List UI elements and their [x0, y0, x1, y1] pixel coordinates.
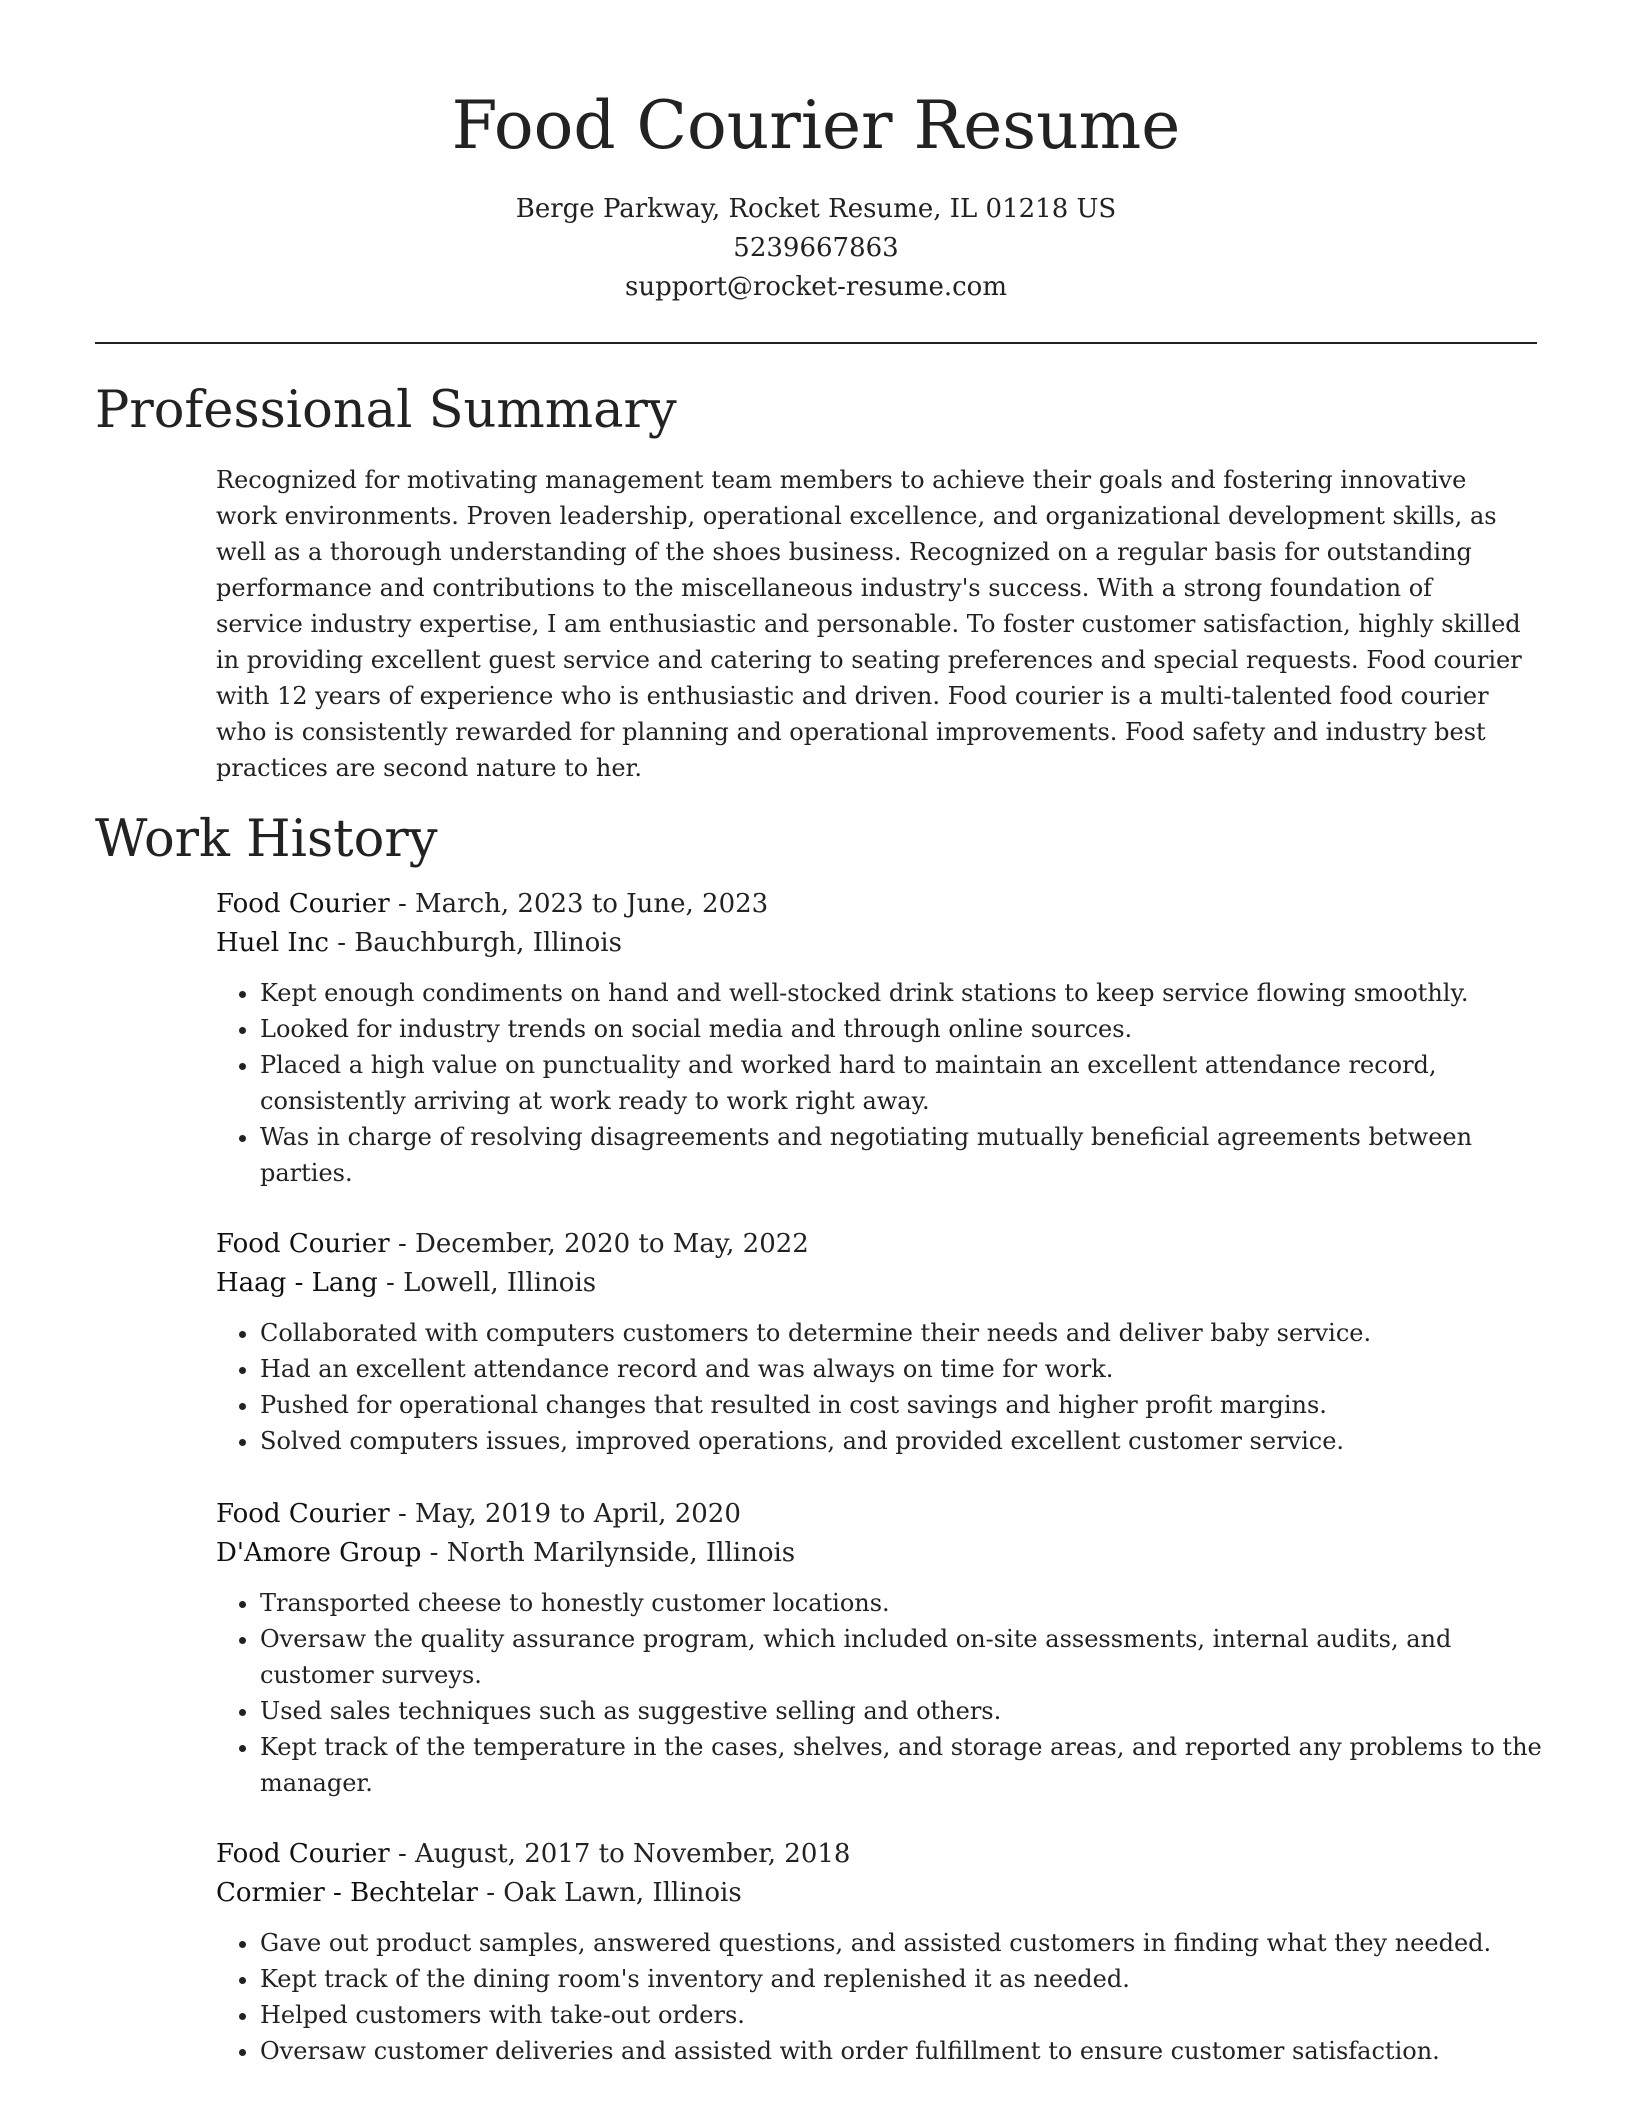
job-title: Food Courier: [216, 1839, 390, 1869]
job-separator: -: [421, 1538, 447, 1568]
job-separator: -: [389, 1499, 416, 1529]
job-bullet: • Transported cheese to honestly customer locations.: [260, 1585, 1542, 1621]
job-separator: -: [328, 928, 355, 958]
job-bullet: • Used sales techniques such as suggestive selling and others.: [260, 1693, 1542, 1729]
job-separator: -: [477, 1878, 504, 1908]
job-dates: December, 2020 to May, 2022: [415, 1229, 809, 1259]
job-bullet: • Solved computers issues, improved operations, and provided excellent customer service.: [260, 1423, 1542, 1459]
job-bullet: • Placed a high value on punctuality and worked hard to maintain an excellent attendance record, consistently arriving at work ready to work right away.: [260, 1047, 1542, 1119]
job-bullet: • Looked for industry trends on social media and through online sources.: [260, 1011, 1542, 1047]
job-title: Food Courier: [216, 889, 390, 919]
job-company: Haag - Lang: [216, 1268, 378, 1298]
job-dates: August, 2017 to November, 2018: [415, 1839, 851, 1869]
job-bullets: [216, 1315, 1542, 1459]
job-title: Food Courier: [216, 1229, 390, 1259]
job-company-line: [216, 924, 1542, 963]
resume-title: Food Courier Resume: [451, 87, 1181, 164]
job-entry: [216, 1495, 1542, 1801]
contact-phone: 5239667863: [733, 233, 899, 263]
job-bullet: • Pushed for operational changes that resulted in cost savings and higher profit margins.: [260, 1387, 1542, 1423]
job-dates: March, 2023 to June, 2023: [415, 889, 769, 919]
job-entry: [216, 885, 1542, 1191]
job-company: Huel Inc: [216, 928, 329, 958]
contact-address: Berge Parkway, Rocket Resume, IL 01218 US: [515, 194, 1117, 224]
job-location: Bauchburgh, Illinois: [354, 928, 622, 958]
job-bullet: • Oversaw the quality assurance program, which included on-site assessments, internal audits, and customer surveys.: [260, 1621, 1542, 1693]
job-bullet: • Was in charge of resolving disagreements and negotiating mutually beneficial agreements between parties.: [260, 1119, 1542, 1191]
job-location: Lowell, Illinois: [403, 1268, 597, 1298]
job-bullets: [216, 975, 1542, 1191]
job-company-line: [216, 1264, 1542, 1303]
contact-block: [0, 190, 1632, 307]
job-bullet: • Kept track of the dining room's inventory and replenished it as needed.: [260, 1961, 1542, 1997]
job-bullet: • Oversaw customer deliveries and assisted with order fulfillment to ensure customer satisfaction.: [260, 2033, 1542, 2069]
section-heading-summary: Professional Summary: [95, 381, 677, 440]
job-bullet: • Kept enough condiments on hand and well-stocked drink stations to keep service flowing smoothly.: [260, 975, 1542, 1011]
job-bullet: • Had an excellent attendance record and was always on time for work.: [260, 1351, 1542, 1387]
job-location: North Marilynside, Illinois: [446, 1538, 796, 1568]
header-divider: [95, 342, 1537, 344]
job-company-line: [216, 1534, 1542, 1573]
section-heading-work-history: Work History: [95, 810, 438, 869]
summary-text: Recognized for motivating management team members to achieve their goals and fostering innovative work environments. Proven leadership, operational excellence, and organizational development skills, as well as a thorough understanding of the shoes business. Recognized on a regular basis for outstanding performance and contributions to the miscellaneous industry's success. With a strong foundation of service industry expertise, I am enthusiastic and personable. To foster customer satisfaction, highly skilled in providing excellent guest service and catering to seating preferences and special requests. Food courier with 12 years of experience who is enthusiastic and driven. Food courier is a multi-talented food courier who is consistently rewarded for planning and operational improvements. Food safety and industry best practices are second nature to her.: [216, 466, 1522, 782]
job-separator: -: [377, 1268, 404, 1298]
job-title-line: [216, 1225, 1542, 1264]
job-title-line: [216, 1495, 1542, 1534]
job-separator: -: [389, 1229, 416, 1259]
job-separator: -: [389, 889, 416, 919]
contact-email: support@rocket-resume.com: [624, 272, 1007, 302]
job-company: D'Amore Group: [216, 1538, 422, 1568]
job-bullet: • Helped customers with take-out orders.: [260, 1997, 1542, 2033]
job-title-line: [216, 1835, 1542, 1874]
job-bullet: • Gave out product samples, answered questions, and assisted customers in finding what they needed.: [260, 1925, 1542, 1961]
job-dates: May, 2019 to April, 2020: [415, 1499, 741, 1529]
job-title-line: [216, 885, 1542, 924]
job-location: Oak Lawn, Illinois: [503, 1878, 742, 1908]
job-bullet: • Collaborated with computers customers to determine their needs and deliver baby service.: [260, 1315, 1542, 1351]
job-company-line: [216, 1874, 1542, 1913]
job-bullets: [216, 1925, 1542, 2069]
job-entry: [216, 1225, 1542, 1459]
job-title: Food Courier: [216, 1499, 390, 1529]
job-bullets: [216, 1585, 1542, 1801]
job-bullet: • Kept track of the temperature in the cases, shelves, and storage areas, and reported any problems to the manager.: [260, 1729, 1542, 1801]
job-entry: [216, 1835, 1542, 2069]
job-company: Cormier - Bechtelar: [216, 1878, 478, 1908]
job-separator: -: [389, 1839, 416, 1869]
